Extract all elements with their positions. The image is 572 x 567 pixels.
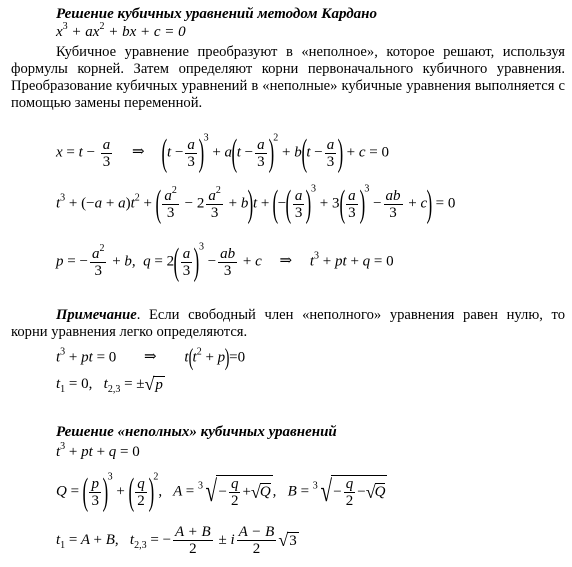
intro-paragraph: Кубичное уравнение преобразуют в «неполное», которое решают, используя формулы корней. Затем определяют корни первоначального кубичного уравнения. Преобразование кубичных уравнений в «неполные» кубичные уравнения выполняется с помощью замены переменной. [11,44,565,111]
implies-arrow: ⇒ [279,253,293,270]
equation-p-q: p = − $\frac{a^2}{3}$ + b, q = 2( $\frac{a}{3}$ )$^3$ − $\frac{ab}{3}$ + c ⇒ $t^3$ + pt + q = 0 [56,241,394,283]
fraction: $\frac{a}{3}$ [102,136,111,170]
equation-cubic: $x^3 + ax^2$ + bx + c = 0 [56,21,186,40]
equation-Q-A-B: Q = ( $\frac{p}{3}$ )$^3$ + ( $\frac{q}{2}$ )$^2$, A = $^3$√− $\frac{q}{2}$ +√Q , B = $^3$√− $\frac{q}{2}$ −√Q [56,471,386,513]
equation-roots-zero: $t_1 = 0$, $t_{2,3} = \pm√p$ [56,374,163,395]
equation-expanded: $t^3 + (-a + a)t^2$ + ( $\frac{a^2}{3}$ − 2 $\frac{a^2}{3}$ + b)t + (−( $\frac{a}{3}$ )$^3$ + 3( $\frac{a}{3}$ )$^3$ − $\frac{ab}{3}$ + c) = 0 [56,183,456,225]
note-paragraph: Примечание. Если свободный член «неполного» уравнения равен нулю, то корни уравнения легко определяются. [11,307,565,340]
equation-roots-general: $t_1 = A + B$, $t_{2,3}$ = − $\frac{A + B}{2}$ ± i $\frac{A - B}{2}$ √3 [56,524,297,557]
implies-arrow: ⇒ [144,349,157,366]
equation-incomplete: $t^3$ + pt + q = 0 [56,441,140,460]
equation-substitution: x = t − $\frac{a}{3}$ ⇒ (t − $\frac{a}{3}$ )$^3$ + a(t − $\frac{a}{3}$ )$^2$ + b(t − $\frac{a}{3}$ ) + c = 0 [56,132,390,174]
note-label: Примечание [56,307,137,323]
implies-arrow: ⇒ [132,144,145,161]
equation-reduced-zero: $t^3$ + pt = 0 ⇒ $t(t^2 + p)=0$ [56,345,246,371]
heading-cardano: Решение кубичных уравнений методом Кардано [56,6,378,22]
heading-incomplete: Решение «неполных» кубичных уравнений [56,424,337,440]
